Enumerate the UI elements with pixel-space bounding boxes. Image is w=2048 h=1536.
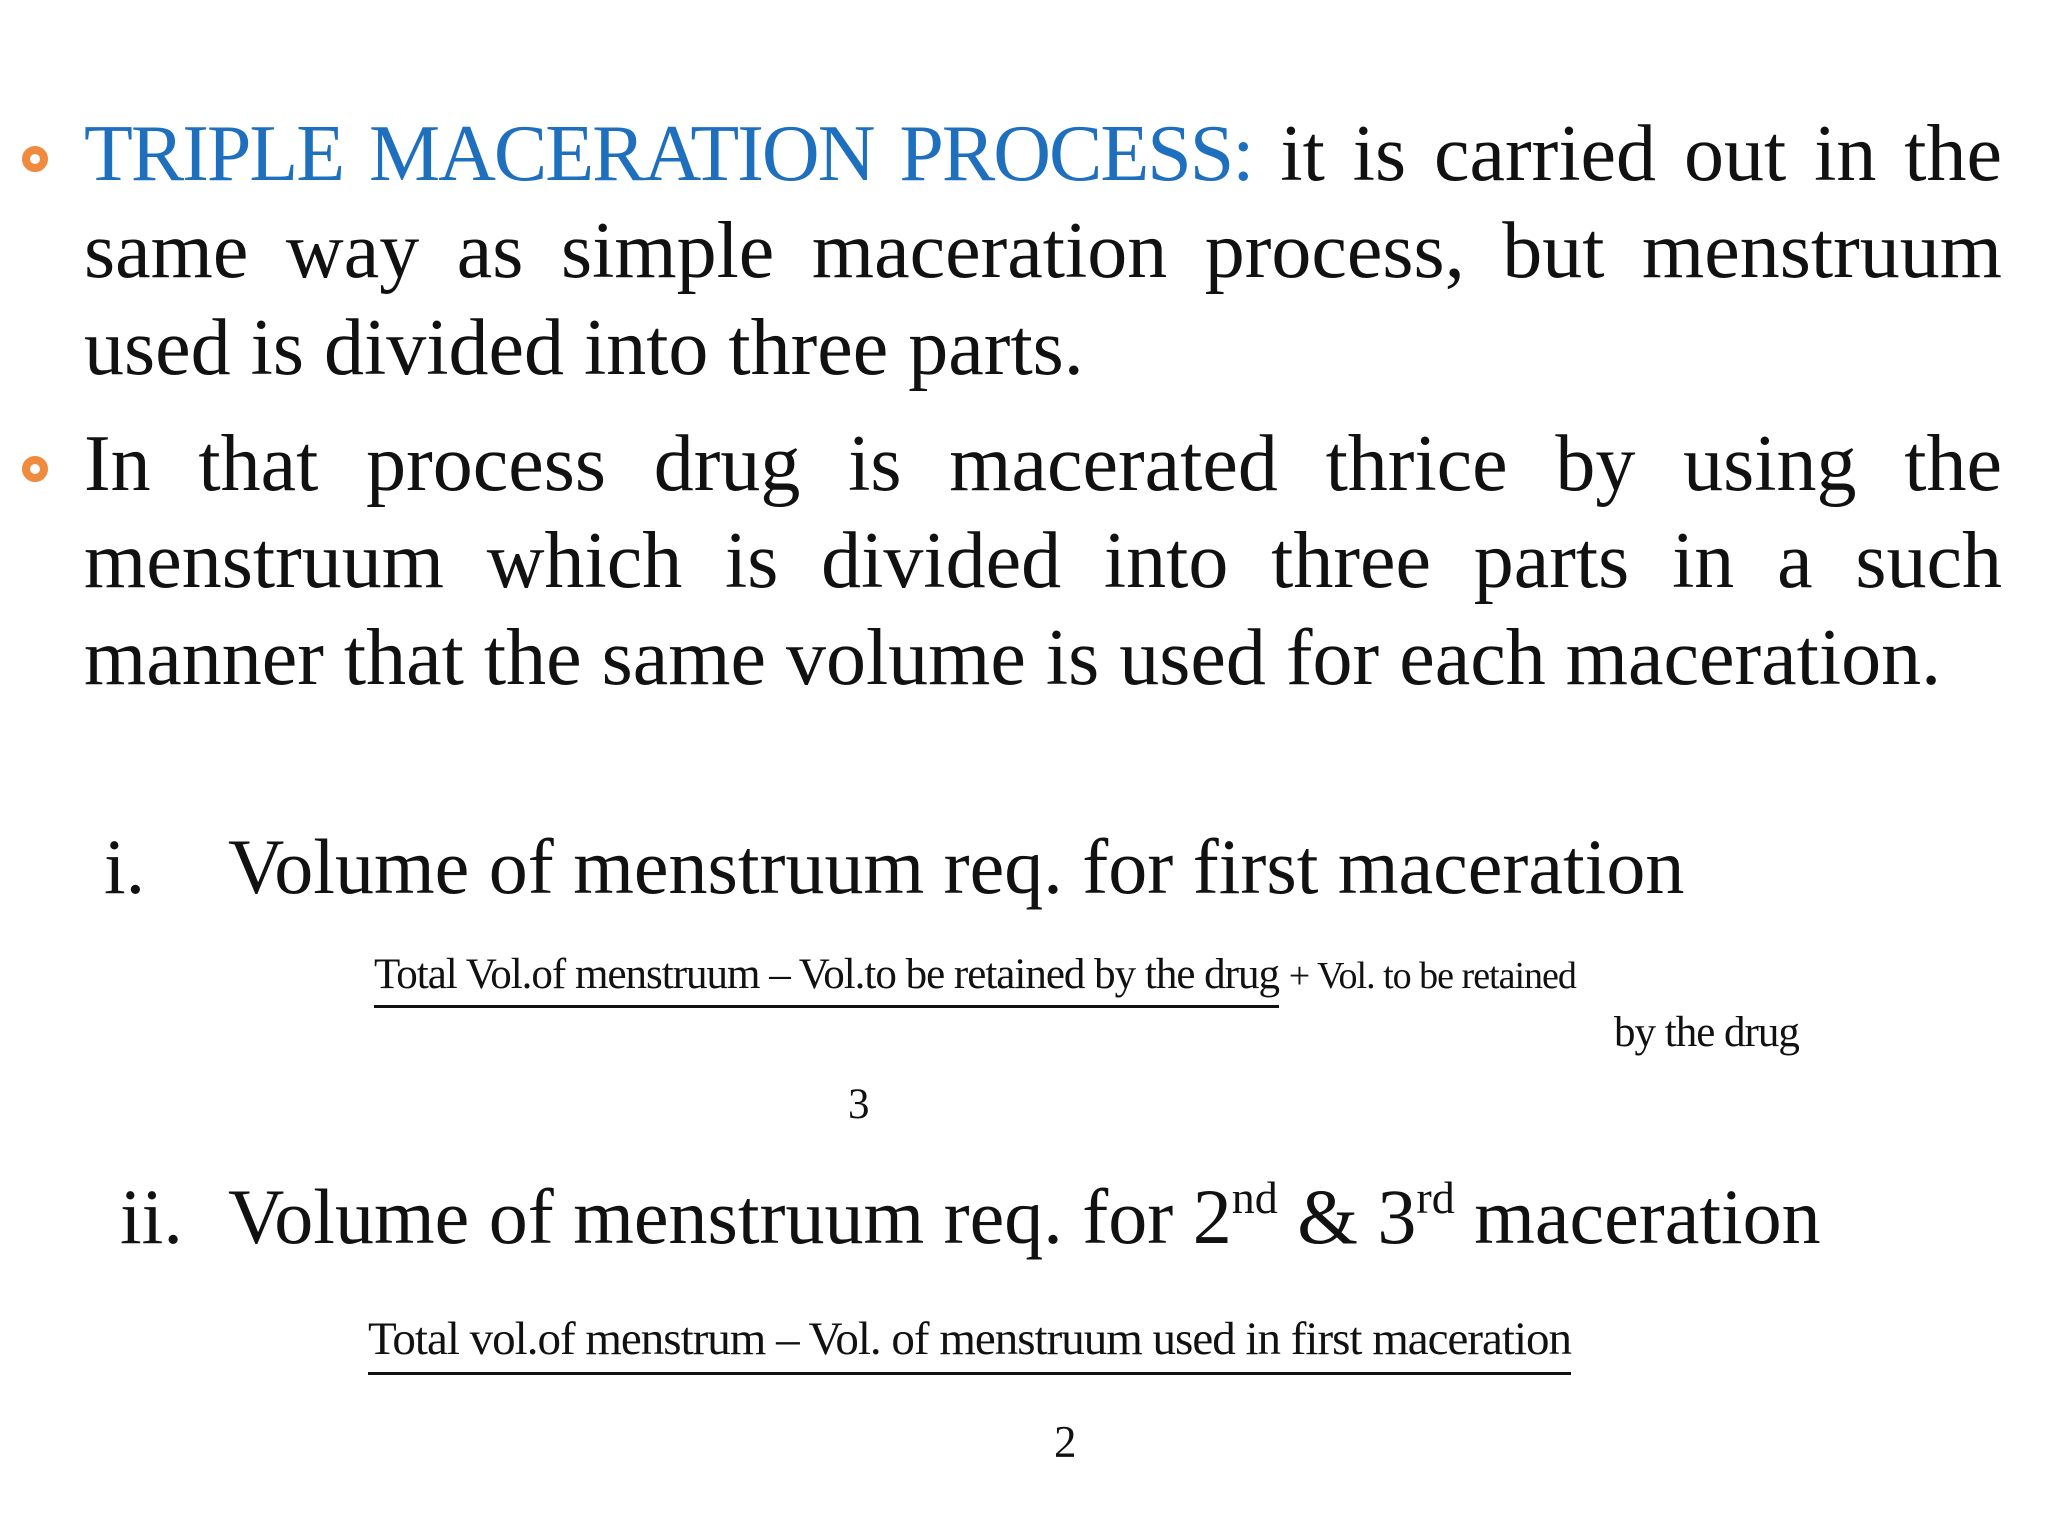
item-label-part: & 3 xyxy=(1277,1173,1417,1260)
item-label: Volume of menstruum req. for first maceration xyxy=(228,823,1685,910)
formula-first-maceration xyxy=(374,950,1576,1008)
item-label-part: Volume of menstruum req. for 2 xyxy=(228,1173,1232,1260)
bullet-text xyxy=(84,106,2002,397)
superscript-rd: rd xyxy=(1416,1172,1455,1223)
superscript-nd: nd xyxy=(1231,1172,1278,1223)
item-first-maceration xyxy=(104,822,1684,912)
formula-numerator: Total vol.of menstrum – Vol. of menstruum used in first maceration xyxy=(368,1312,1571,1375)
item-label-part: maceration xyxy=(1454,1173,1821,1260)
bullet-body: it is carried out in the same way as simple maceration process, but menstruum used is divided into three parts. xyxy=(84,110,2003,392)
item-number: ii. xyxy=(120,1173,183,1260)
formula-denominator: 3 xyxy=(848,1081,869,1128)
formula-numerator: Total Vol.of menstruum – Vol.to be retained by the drug xyxy=(374,950,1279,1008)
bullet-body: In that process drug is macerated thrice by using the menstruum which is divided into three parts in a such manner that the same volume is used for each maceration. xyxy=(84,420,2002,702)
formula-plus: + Vol. to be retained xyxy=(1288,955,1576,997)
bullet-text xyxy=(84,416,2002,707)
heading-highlight: TRIPLE MACERATION PROCESS: xyxy=(84,110,1253,198)
item-second-third-maceration xyxy=(120,1172,1821,1262)
formula-denominator: 2 xyxy=(1054,1417,1076,1467)
bullet-triple-maceration xyxy=(84,106,2002,397)
bullet-ring-icon xyxy=(22,146,48,172)
bullet-thrice-macerated xyxy=(84,416,2002,707)
item-number: i. xyxy=(104,823,146,910)
formula-second-third-maceration xyxy=(368,1312,1571,1375)
bullet-ring-icon xyxy=(22,456,48,482)
formula-continuation: by the drug xyxy=(1614,1009,1799,1056)
